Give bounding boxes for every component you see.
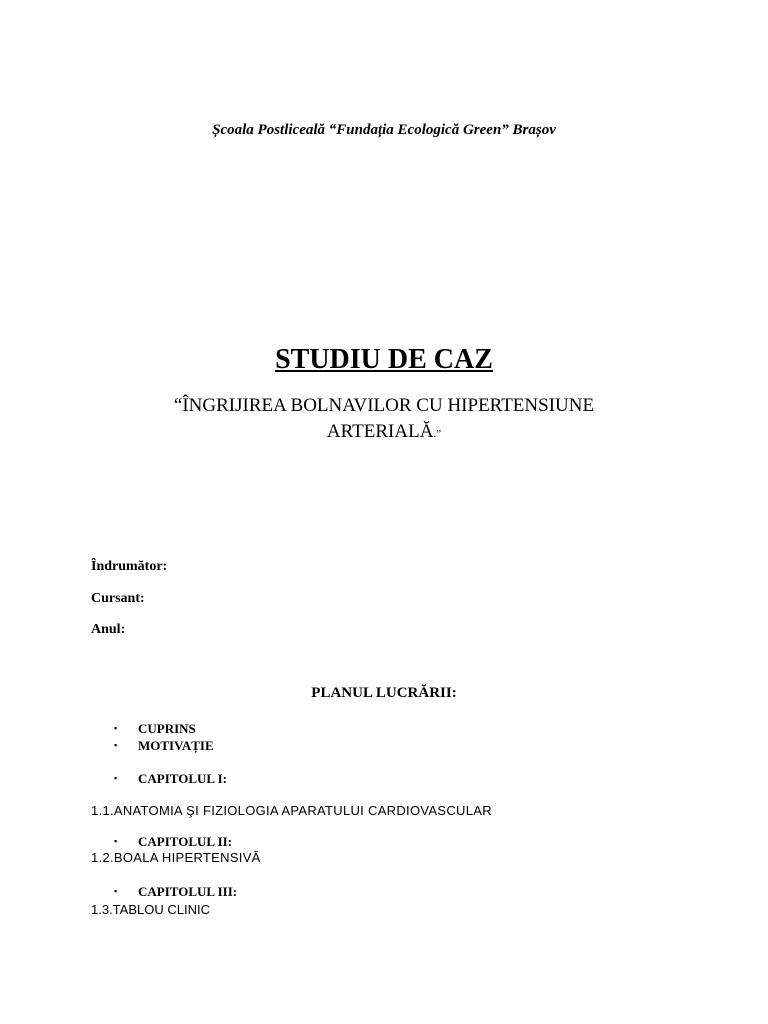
subsection-1-2: 1.2.BOALA HIPERTENSIVĂ xyxy=(91,850,261,865)
list-item-label: CAPITOLUL III: xyxy=(138,884,238,899)
subsection-1-1: 1.1.ANATOMIA ŞI FIZIOLOGIA APARATULUI CARDIOVASCULAR xyxy=(91,803,492,818)
bullet-icon: ▪ xyxy=(114,740,118,750)
field-anul: Anul: xyxy=(91,622,126,637)
field-indrumator: Îndrumător: xyxy=(91,559,168,574)
bullet-icon: ▪ xyxy=(114,836,118,846)
subtitle-line-2 xyxy=(100,419,668,447)
subtitle-line-1: “ÎNGRIJIREA BOLNAVILOR CU HIPERTENSIUNE xyxy=(173,395,595,416)
list-item-label: CAPITOLUL I: xyxy=(138,771,227,786)
list-item-capitolul-1 xyxy=(114,771,227,787)
list-item-capitolul-2 xyxy=(114,834,232,850)
list-item-cuprins xyxy=(114,721,196,737)
subtitle-closing-quote: .” xyxy=(433,428,442,440)
list-item-label: CAPITOLUL II: xyxy=(138,834,233,849)
subsection-1-3: 1.3.TABLOU CLINIC xyxy=(91,902,210,917)
bullet-icon: ▪ xyxy=(114,773,118,783)
document-subtitle xyxy=(100,393,668,447)
bullet-icon: ▪ xyxy=(114,723,118,733)
list-item-label: MOTIVAȚIE xyxy=(138,738,214,753)
document-title: STUDIU DE CAZ xyxy=(275,344,493,375)
list-item-label: CUPRINS xyxy=(138,721,196,736)
plan-title: PLANUL LUCRĂRII: xyxy=(311,685,457,701)
list-item-motivatie xyxy=(114,738,214,754)
list-item-capitolul-3 xyxy=(114,884,237,900)
bullet-icon: ▪ xyxy=(114,886,118,896)
field-cursant: Cursant: xyxy=(91,591,145,606)
subtitle-word: ARTERIALĂ xyxy=(326,421,434,442)
school-name: Școala Postliceală “Fundația Ecologică Green” Brașov xyxy=(212,122,556,138)
